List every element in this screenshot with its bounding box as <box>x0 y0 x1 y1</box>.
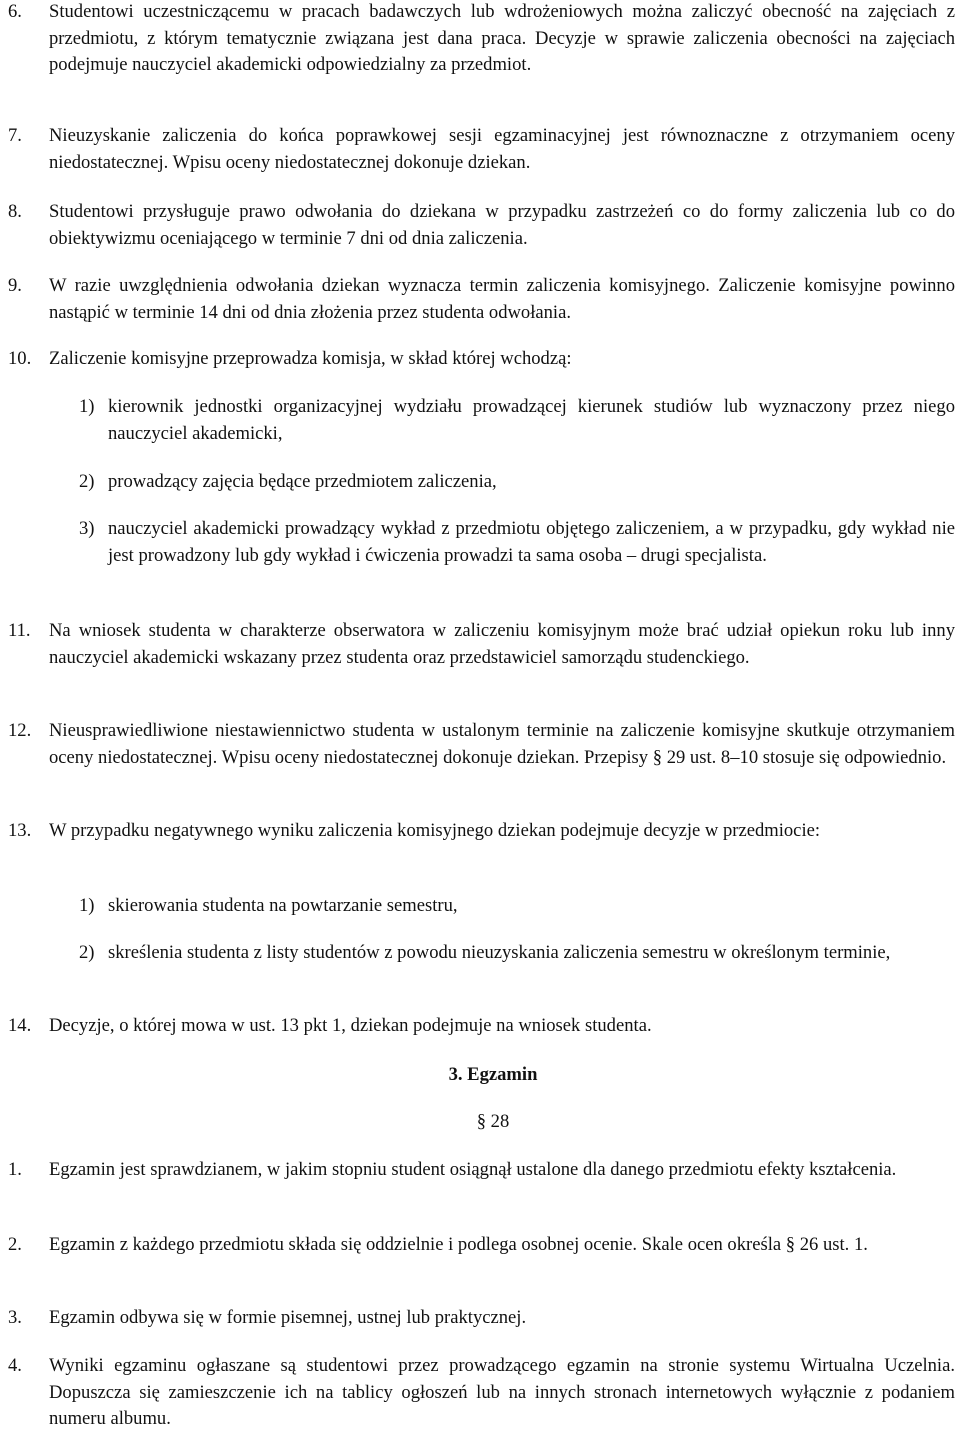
item-text: W przypadku negatywnego wyniku zaliczenia komisyjnego dziekan podejmuje decyzje w przedmiocie: <box>49 820 821 841</box>
item-number: 8. <box>8 201 22 222</box>
list-item-9 <box>8 273 955 326</box>
sub-item-number: 3) <box>79 518 95 539</box>
section-heading: 3. Egzamin <box>448 1064 538 1085</box>
item-number: 9. <box>8 275 22 296</box>
list-item-14 <box>8 1013 955 1040</box>
sub-item-13-2 <box>79 940 955 967</box>
item-number: 1. <box>8 1159 22 1180</box>
exam-item-4 <box>8 1353 955 1433</box>
list-item-6 <box>8 0 955 79</box>
item-text: Na wniosek studenta w charakterze obserwatora w zaliczeniu komisyjnym może brać udział opiekun roku lub inny nauczyciel akademicki wskazany przez studenta oraz przedstawiciel samorządu studenckiego. <box>49 620 955 668</box>
sub-item-number: 1) <box>79 396 95 417</box>
item-text: Egzamin odbywa się w formie pisemnej, ustnej lub praktycznej. <box>49 1307 527 1328</box>
item-number: 7. <box>8 125 22 146</box>
sub-item-text: kierownik jednostki organizacyjnej wydziału prowadzącej kierunek studiów lub wyznaczony przez niego nauczyciel akademicki, <box>108 396 955 444</box>
sub-item-text: prowadzący zajęcia będące przedmiotem zaliczenia, <box>108 471 497 492</box>
sub-item-10-2 <box>79 469 955 496</box>
sub-item-10-3 <box>79 516 955 569</box>
item-text: Nieusprawiedliwione niestawiennictwo studenta w ustalonym terminie na zaliczenie komisyjne skutkuje otrzymaniem oceny niedostatecznej. Wpisu oceny niedostatecznej dokonuje dziekan. Przepisy § 29 ust. 8–10 stosuje się odpowiednio. <box>49 720 955 768</box>
exam-item-2 <box>8 1232 955 1259</box>
sub-item-13-1 <box>79 893 955 920</box>
sub-item-number: 2) <box>79 942 95 963</box>
list-item-7 <box>8 123 955 176</box>
item-text: Nieuzyskanie zaliczenia do końca poprawkowej sesji egzaminacyjnej jest równoznaczne z otrzymaniem oceny niedostatecznej. Wpisu oceny niedostatecznej dokonuje dziekan. <box>49 125 955 173</box>
item-number: 12. <box>8 720 32 741</box>
sub-item-text: skreślenia studenta z listy studentów z powodu nieuzyskania zaliczenia semestru w określonym terminie, <box>108 942 891 963</box>
sub-item-number: 2) <box>79 471 95 492</box>
item-text: W razie uwzględnienia odwołania dziekan wyznacza termin zaliczenia komisyjnego. Zaliczenie komisyjne powinno nastąpić w terminie 14 dni od dnia złożenia przez studenta odwołania. <box>49 275 955 323</box>
list-item-11 <box>8 618 955 671</box>
item-number: 6. <box>8 1 22 22</box>
item-text: Zaliczenie komisyjne przeprowadza komisja, w skład której wchodzą: <box>49 348 572 369</box>
paragraph-sign: § 28 <box>476 1111 510 1132</box>
item-text: Wyniki egzaminu ogłaszane są studentowi przez prowadzącego egzamin na stronie systemu Wirtualna Uczelnia. Dopuszcza się zamieszczenie ich na tablicy ogłoszeń lub na innych stronach internetowych wyłącznie z podaniem numeru albumu. <box>49 1355 955 1429</box>
item-text: Egzamin z każdego przedmiotu składa się oddzielnie i podlega osobnej ocenie. Skale ocen określa § 26 ust. 1. <box>49 1234 868 1255</box>
item-number: 4. <box>8 1355 22 1376</box>
exam-item-1 <box>8 1157 955 1184</box>
item-number: 11. <box>8 620 31 641</box>
sub-item-number: 1) <box>79 895 95 916</box>
item-number: 2. <box>8 1234 22 1255</box>
item-number: 3. <box>8 1307 22 1328</box>
list-item-8 <box>8 199 955 252</box>
sub-item-text: nauczyciel akademicki prowadzący wykład z przedmiotu objętego zaliczeniem, a w przypadku, gdy wykład nie jest prowadzony lub gdy wykład i ćwiczenia prowadzi ta sama osoba – drugi specjalista. <box>108 518 955 566</box>
item-number: 13. <box>8 820 32 841</box>
sub-item-text: skierowania studenta na powtarzanie semestru, <box>108 895 458 916</box>
exam-item-3 <box>8 1305 955 1332</box>
list-item-12 <box>8 718 955 771</box>
item-number: 14. <box>8 1015 32 1036</box>
item-text: Studentowi uczestniczącemu w pracach badawczych lub wdrożeniowych można zaliczyć obecność na zajęciach z przedmiotu, z którym tematycznie związana jest dana praca. Decyzje w sprawie zaliczenia obecności na zajęciach podejmuje nauczyciel akademicki odpowiedzialny za przedmiot. <box>49 1 955 75</box>
item-text: Decyzje, o której mowa w ust. 13 pkt 1, dziekan podejmuje na wniosek studenta. <box>49 1015 652 1036</box>
sub-item-10-1 <box>79 394 955 447</box>
list-item-10 <box>8 346 955 373</box>
item-text: Egzamin jest sprawdzianem, w jakim stopniu student osiągnął ustalone dla danego przedmiotu efekty kształcenia. <box>49 1159 897 1180</box>
item-number: 10. <box>8 348 32 369</box>
item-text: Studentowi przysługuje prawo odwołania do dziekana w przypadku zastrzeżeń co do formy zaliczenia lub co do obiektywizmu oceniającego w terminie 7 dni od dnia zaliczenia. <box>49 201 955 249</box>
list-item-13 <box>8 818 955 845</box>
